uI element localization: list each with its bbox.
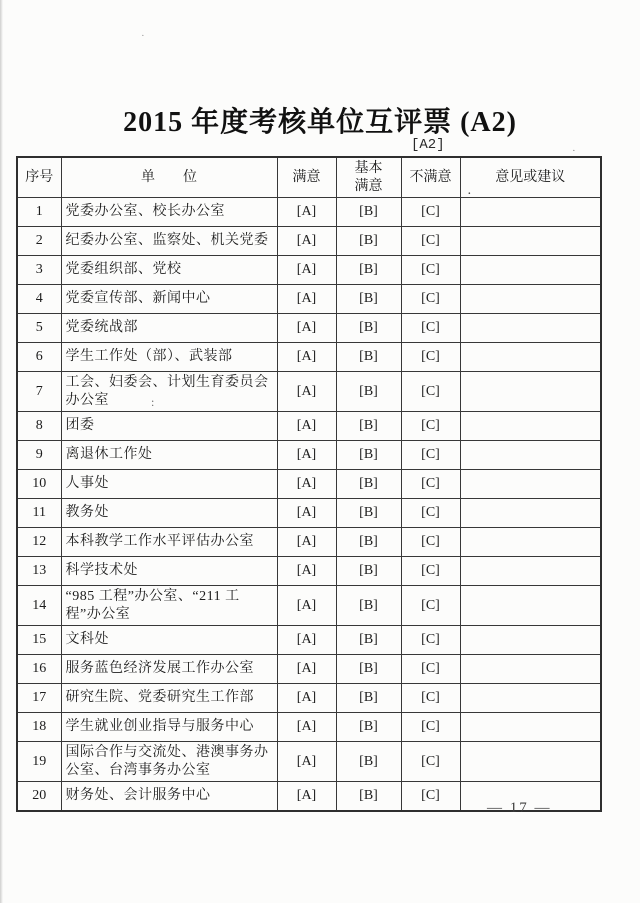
header-basic-satisfied-line1: 基本 [354, 161, 383, 176]
suggestion-cell [460, 372, 601, 412]
option-c-cell: [C] [401, 256, 460, 285]
table-row [17, 626, 601, 655]
row-index-cell: 18 [17, 713, 61, 742]
row-index-cell: 17 [17, 684, 61, 713]
option-c-cell: [C] [401, 684, 460, 713]
table-row [17, 343, 601, 372]
option-b-cell: [B] [336, 782, 401, 812]
suggestion-cell [460, 713, 601, 742]
option-b-cell: [B] [336, 314, 401, 343]
suggestion-cell [460, 470, 601, 499]
table-row [17, 441, 601, 470]
table-row [17, 372, 601, 412]
suggestion-cell [460, 198, 601, 227]
suggestion-cell [460, 499, 601, 528]
option-b-cell: [B] [336, 285, 401, 314]
option-c-cell: [C] [401, 470, 460, 499]
row-index-cell: 20 [17, 782, 61, 812]
option-b-cell: [B] [336, 256, 401, 285]
table-row [17, 742, 601, 782]
option-b-cell: [B] [336, 227, 401, 256]
suggestion-cell [460, 343, 601, 372]
header-unit: 单 位 [61, 157, 277, 198]
table-row [17, 528, 601, 557]
table-header-row [17, 157, 601, 198]
unit-name-cell: 财务处、会计服务中心 [61, 782, 277, 812]
row-index-cell: 13 [17, 557, 61, 586]
option-a-cell: [A] [277, 782, 336, 812]
option-b-cell: [B] [336, 470, 401, 499]
option-a-cell: [A] [277, 412, 336, 441]
scan-speck: : [151, 395, 155, 409]
option-a-cell: [A] [277, 441, 336, 470]
option-a-cell: [A] [277, 499, 336, 528]
option-c-cell: [C] [401, 198, 460, 227]
option-b-cell: [B] [336, 557, 401, 586]
scan-speck: · [467, 187, 472, 202]
table-row [17, 586, 601, 626]
option-a-cell: [A] [277, 742, 336, 782]
option-c-cell: [C] [401, 742, 460, 782]
option-b-cell: [B] [336, 499, 401, 528]
row-index-cell: 8 [17, 412, 61, 441]
unit-name-cell: 纪委办公室、监察处、机关党委 [61, 227, 277, 256]
option-b-cell: [B] [336, 586, 401, 626]
unit-name-cell: 学生工作处（部）、武装部 [61, 343, 277, 372]
unit-name-cell: 党委办公室、校长办公室 [61, 198, 277, 227]
unit-name-cell: “985 工程”办公室、“211 工程”办公室 [61, 586, 277, 626]
scan-speck: · [141, 30, 145, 42]
header-basic-satisfied [336, 157, 401, 198]
row-index-cell: 19 [17, 742, 61, 782]
form-code-label: [A2] [411, 137, 445, 153]
page-title: 2015 年度考核单位互评票 (A2) [123, 107, 517, 138]
row-index-cell: 4 [17, 285, 61, 314]
unit-name-cell: 学生就业创业指导与服务中心 [61, 713, 277, 742]
option-a-cell: [A] [277, 256, 336, 285]
unit-name-cell: 党委组织部、党校 [61, 256, 277, 285]
option-a-cell: [A] [277, 713, 336, 742]
row-index-cell: 14 [17, 586, 61, 626]
option-b-cell: [B] [336, 684, 401, 713]
suggestion-cell [460, 412, 601, 441]
unit-name-cell: 文科处 [61, 626, 277, 655]
option-c-cell: [C] [401, 314, 460, 343]
unit-name-cell: 人事处 [61, 470, 277, 499]
option-b-cell: [B] [336, 441, 401, 470]
unit-name-cell: 研究生院、党委研究生工作部 [61, 684, 277, 713]
header-unsatisfied: 不满意 [401, 157, 460, 198]
row-index-cell: 15 [17, 626, 61, 655]
table-row [17, 655, 601, 684]
option-a-cell: [A] [277, 285, 336, 314]
row-index-cell: 2 [17, 227, 61, 256]
row-index-cell: 3 [17, 256, 61, 285]
option-b-cell: [B] [336, 655, 401, 684]
table-row [17, 557, 601, 586]
table-row [17, 412, 601, 441]
row-index-cell: 5 [17, 314, 61, 343]
option-c-cell: [C] [401, 626, 460, 655]
row-index-cell: 11 [17, 499, 61, 528]
unit-name-cell: 党委宣传部、新闻中心 [61, 285, 277, 314]
row-index-cell: 16 [17, 655, 61, 684]
option-a-cell: [A] [277, 343, 336, 372]
option-c-cell: [C] [401, 372, 460, 412]
option-a-cell: [A] [277, 372, 336, 412]
option-c-cell: [C] [401, 343, 460, 372]
option-c-cell: [C] [401, 285, 460, 314]
option-b-cell: [B] [336, 713, 401, 742]
suggestion-cell [460, 742, 601, 782]
table-row [17, 314, 601, 343]
option-a-cell: [A] [277, 684, 336, 713]
option-a-cell: [A] [277, 227, 336, 256]
unit-name-cell: 教务处 [61, 499, 277, 528]
table-row [17, 198, 601, 227]
suggestion-cell [460, 285, 601, 314]
suggestion-cell [460, 655, 601, 684]
evaluation-table [16, 156, 602, 812]
option-a-cell: [A] [277, 314, 336, 343]
unit-name-cell: 本科教学工作水平评估办公室 [61, 528, 277, 557]
suggestion-cell [460, 586, 601, 626]
unit-name-cell: 国际合作与交流处、港澳事务办公室、台湾事务办公室 [61, 742, 277, 782]
option-c-cell: [C] [401, 441, 460, 470]
table-row [17, 499, 601, 528]
option-a-cell: [A] [277, 586, 336, 626]
unit-name-cell: 离退休工作处 [61, 441, 277, 470]
unit-name-cell: 工会、妇委会、计划生育委员会办公室 [61, 372, 277, 412]
suggestion-cell [460, 441, 601, 470]
option-b-cell: [B] [336, 742, 401, 782]
row-index-cell: 6 [17, 343, 61, 372]
option-b-cell: [B] [336, 343, 401, 372]
option-a-cell: [A] [277, 655, 336, 684]
option-c-cell: [C] [401, 713, 460, 742]
row-index-cell: 10 [17, 470, 61, 499]
option-b-cell: [B] [336, 528, 401, 557]
evaluation-table-body [17, 198, 601, 812]
table-row [17, 227, 601, 256]
unit-name-cell: 科学技术处 [61, 557, 277, 586]
option-c-cell: [C] [401, 586, 460, 626]
option-c-cell: [C] [401, 655, 460, 684]
option-b-cell: [B] [336, 372, 401, 412]
option-a-cell: [A] [277, 198, 336, 227]
option-c-cell: [C] [401, 528, 460, 557]
table-row [17, 470, 601, 499]
option-c-cell: [C] [401, 782, 460, 812]
header-basic-satisfied-line2: 满意 [354, 178, 383, 194]
scan-speck: · [572, 145, 576, 157]
table-row [17, 684, 601, 713]
option-b-cell: [B] [336, 626, 401, 655]
suggestion-cell [460, 227, 601, 256]
option-c-cell: [C] [401, 557, 460, 586]
suggestion-cell [460, 314, 601, 343]
unit-name-cell: 团委 [61, 412, 277, 441]
row-index-cell: 12 [17, 528, 61, 557]
suggestion-cell [460, 684, 601, 713]
header-satisfied: 满意 [277, 157, 336, 198]
option-b-cell: [B] [336, 412, 401, 441]
row-index-cell: 7 [17, 372, 61, 412]
option-c-cell: [C] [401, 227, 460, 256]
option-a-cell: [A] [277, 470, 336, 499]
suggestion-cell [460, 256, 601, 285]
header-suggestion: 意见或建议 [460, 157, 601, 198]
option-c-cell: [C] [401, 499, 460, 528]
suggestion-cell [460, 528, 601, 557]
suggestion-cell [460, 557, 601, 586]
option-c-cell: [C] [401, 412, 460, 441]
option-a-cell: [A] [277, 528, 336, 557]
suggestion-cell [460, 626, 601, 655]
table-row [17, 285, 601, 314]
unit-name-cell: 服务蓝色经济发展工作办公室 [61, 655, 277, 684]
option-b-cell: [B] [336, 198, 401, 227]
unit-name-cell: 党委统战部 [61, 314, 277, 343]
row-index-cell: 1 [17, 198, 61, 227]
page-number: — 17 — [487, 800, 552, 816]
header-index: 序号 [17, 157, 61, 198]
option-a-cell: [A] [277, 626, 336, 655]
table-row [17, 256, 601, 285]
row-index-cell: 9 [17, 441, 61, 470]
table-row [17, 713, 601, 742]
option-a-cell: [A] [277, 557, 336, 586]
